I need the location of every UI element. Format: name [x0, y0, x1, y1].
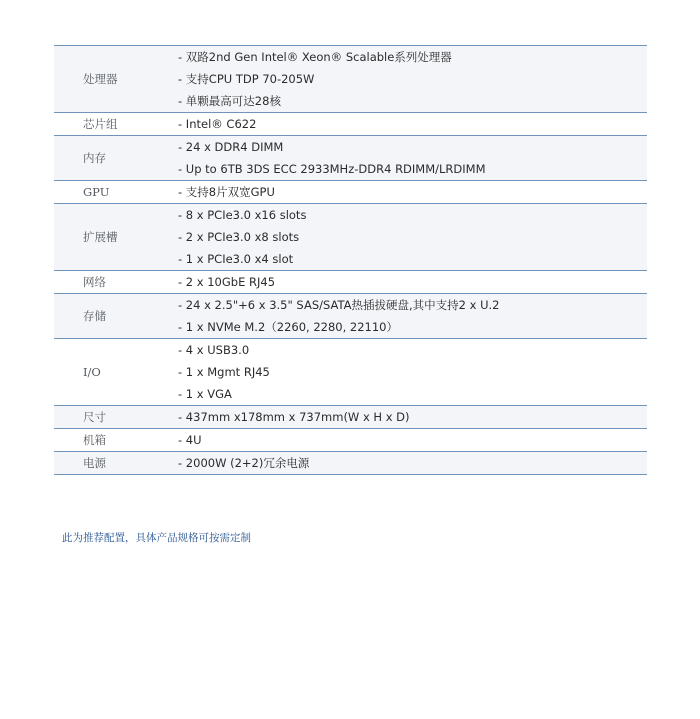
spec-label: 处理器 — [83, 72, 118, 86]
spec-table — [54, 45, 647, 475]
spec-value: - 24 x DDR4 DIMM — [178, 140, 284, 154]
spec-label: 机箱 — [83, 433, 106, 447]
spec-values — [178, 294, 647, 338]
spec-row — [54, 203, 647, 270]
spec-label: 内存 — [83, 151, 106, 165]
spec-value: - 2000W (2+2)冗余电源 — [178, 456, 310, 470]
spec-row — [54, 270, 647, 293]
spec-label: 存储 — [83, 309, 106, 323]
footer-note: 此为推荐配置，具体产品规格可按需定制 — [62, 532, 251, 544]
spec-row — [54, 428, 647, 451]
spec-row — [54, 338, 647, 405]
spec-label: 扩展槽 — [83, 230, 118, 244]
spec-value: - 2 x 10GbE RJ45 — [178, 275, 276, 289]
spec-label: 尺寸 — [83, 410, 106, 424]
spec-value: - 1 x PCIe3.0 x4 slot — [178, 252, 294, 266]
spec-row — [54, 293, 647, 338]
spec-value: - 4 x USB3.0 — [178, 343, 250, 357]
spec-value: - Up to 6TB 3DS ECC 2933MHz-DDR4 RDIMM/LRDIMM — [178, 162, 486, 176]
spec-values — [178, 46, 647, 112]
spec-row — [54, 112, 647, 135]
spec-label: I/O — [83, 365, 101, 379]
spec-row — [54, 135, 647, 180]
spec-value: - 8 x PCIe3.0 x16 slots — [178, 208, 307, 222]
spec-label: 芯片组 — [83, 117, 118, 131]
spec-value: - 1 x VGA — [178, 387, 232, 401]
spec-row — [54, 405, 647, 428]
spec-values — [178, 136, 647, 180]
spec-values — [178, 339, 647, 405]
spec-value: - 4U — [178, 433, 202, 447]
spec-values — [178, 406, 647, 428]
spec-label: GPU — [83, 185, 110, 199]
spec-value: - 支持CPU TDP 70-205W — [178, 72, 315, 86]
spec-label: 电源 — [83, 456, 106, 470]
spec-value: - 437mm x178mm x 737mm(W x H x D) — [178, 410, 410, 424]
spec-label: 网络 — [83, 275, 106, 289]
spec-row — [54, 180, 647, 203]
spec-values — [178, 181, 647, 203]
spec-values — [178, 271, 647, 293]
spec-values — [178, 113, 647, 135]
spec-value: - 单颗最高可达28核 — [178, 94, 281, 108]
spec-values — [178, 204, 647, 270]
spec-value: - 1 x Mgmt RJ45 — [178, 365, 270, 379]
spec-values — [178, 452, 647, 474]
spec-row — [54, 45, 647, 112]
spec-values — [178, 429, 647, 451]
spec-value: - 双路2nd Gen Intel® Xeon® Scalable系列处理器 — [178, 50, 452, 64]
spec-value: - Intel® C622 — [178, 117, 257, 131]
spec-value: - 24 x 2.5"+6 x 3.5" SAS/SATA热插拔硬盘,其中支持2 x U.2 — [178, 298, 500, 312]
spec-row — [54, 451, 647, 475]
spec-value: - 1 x NVMe M.2（2260, 2280, 22110） — [178, 320, 398, 334]
spec-value: - 2 x PCIe3.0 x8 slots — [178, 230, 300, 244]
spec-value: - 支持8片双宽GPU — [178, 185, 275, 199]
